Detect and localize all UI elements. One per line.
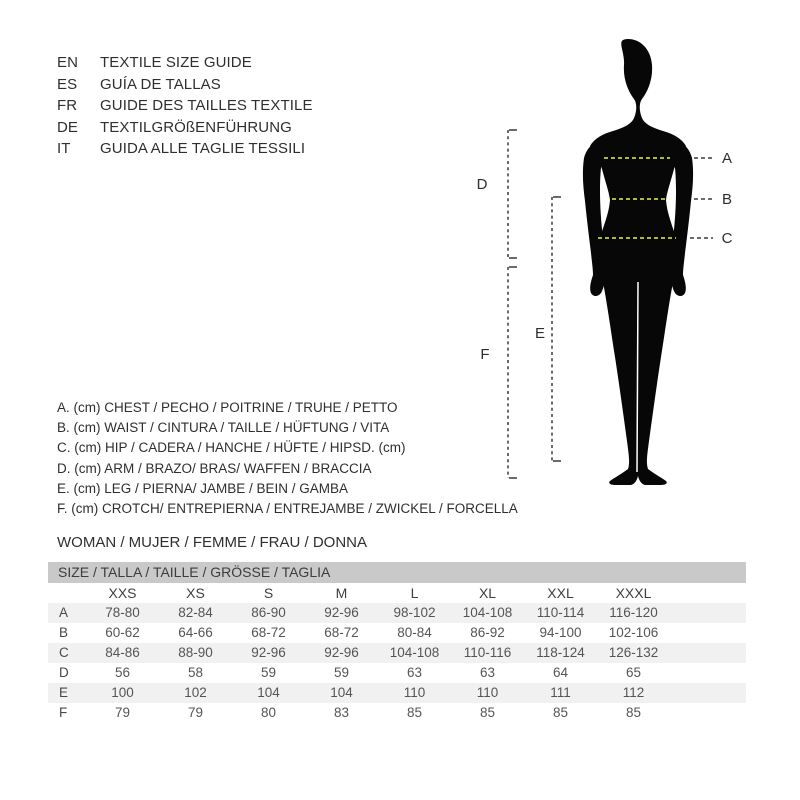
size-cell: 58 [187, 665, 204, 680]
row-label: D [59, 665, 69, 680]
size-cell: 118-124 [536, 645, 585, 660]
size-cell: 56 [114, 665, 131, 680]
row-label: C [59, 645, 69, 660]
size-column-header: M [335, 585, 348, 601]
size-cell: 79 [187, 705, 204, 720]
section-title-woman: WOMAN / MUJER / FEMME / FRAU / DONNA [57, 534, 367, 551]
legend-line-b: B. (cm) WAIST / CINTURA / TAILLE / HÜFTUNG / VITA [57, 420, 390, 436]
language-title: TEXTILE SIZE GUIDE [100, 54, 252, 71]
legend-line-a: A. (cm) CHEST / PECHO / POITRINE / TRUHE / PETTO [57, 400, 398, 415]
marker-label-b: B [721, 191, 733, 208]
table-row-c [48, 643, 746, 663]
language-code: ES [57, 75, 78, 93]
size-cell: 116-120 [609, 605, 658, 620]
size-cell: 111 [550, 685, 571, 700]
language-title-list [57, 52, 313, 160]
table-row-d [48, 663, 746, 683]
table-row-b [48, 623, 746, 643]
size-cell: 126-132 [608, 645, 659, 660]
size-cell: 104-108 [462, 605, 513, 620]
leg-measure-caps [553, 197, 561, 461]
size-cell: 102 [184, 685, 207, 700]
size-cell: 63 [406, 665, 423, 680]
size-cell: 88-90 [178, 645, 213, 660]
size-cell: 98-102 [393, 605, 436, 620]
row-label: B [59, 625, 69, 640]
size-cell: 112 [622, 685, 645, 700]
size-column-header: XS [186, 585, 205, 601]
size-cell: 84-86 [105, 645, 140, 660]
size-cell: 110-116 [463, 645, 512, 660]
size-cell: 79 [114, 705, 131, 720]
size-cell: 85 [479, 705, 496, 720]
size-cell: 110-114 [536, 605, 585, 620]
language-row [57, 74, 313, 96]
size-column-header: XXS [108, 585, 137, 601]
size-cell: 68-72 [324, 625, 359, 640]
size-column-header: L [410, 585, 419, 601]
size-cell: 60-62 [105, 625, 140, 640]
row-label: A [59, 605, 69, 620]
legend-line-e: E. (cm) LEG / PIERNA/ JAMBE / BEIN / GAMBA [57, 480, 349, 496]
size-column-header-row [48, 583, 746, 603]
size-cell: 86-90 [251, 605, 286, 620]
size-column-header: XXXL [615, 585, 652, 601]
marker-label-c: C [721, 230, 733, 247]
language-title: GUIDE DES TAILLES TEXTILE [100, 97, 313, 114]
size-cell: 85 [406, 705, 423, 720]
leg-separator [637, 282, 638, 472]
language-code: DE [57, 118, 79, 136]
size-cell: 80 [260, 705, 277, 720]
size-cell: 86-92 [470, 625, 505, 640]
language-row [57, 52, 313, 74]
size-cell: 92-96 [251, 645, 286, 660]
size-cell: 83 [333, 705, 350, 720]
row-label: F [59, 705, 68, 720]
language-code: FR [57, 97, 78, 114]
size-cell: 80-84 [397, 625, 432, 640]
marker-label-a: A [721, 150, 733, 167]
corner-cell [48, 583, 86, 603]
table-row-e [48, 683, 746, 703]
size-cell: 82-84 [178, 605, 213, 620]
size-cell: 85 [552, 705, 569, 720]
size-cell: 110 [403, 685, 426, 700]
table-row-a [48, 603, 746, 623]
table-row-f [48, 703, 746, 723]
size-cell: 59 [260, 665, 277, 680]
language-title: GUÍA DE TALLAS [100, 75, 221, 93]
size-cell: 100 [111, 685, 134, 700]
size-cell: 64 [552, 665, 569, 680]
size-cell: 63 [479, 665, 496, 680]
size-cell: 92-96 [324, 645, 359, 660]
arm-measure-caps [509, 130, 517, 258]
legend-line-f: F. (cm) CROTCH/ ENTREPIERNA / ENTREJAMBE / ZWICKEL / FORCELLA [57, 500, 518, 516]
size-cell: 78-80 [105, 605, 140, 620]
size-cell: 65 [625, 665, 642, 680]
measurement-legend [57, 398, 518, 519]
legend-line-c: C. (cm) HIP / CADERA / HANCHE / HÜFTE / HIPSD. (cm) [57, 440, 406, 456]
size-cell: 110 [476, 685, 499, 700]
size-column-header: XXL [547, 585, 574, 601]
size-cell: 102-106 [608, 625, 659, 640]
marker-label-e: E [534, 325, 546, 342]
size-cell: 104 [257, 685, 280, 700]
language-code: IT [57, 140, 71, 157]
size-table [48, 562, 746, 723]
size-cell: 94-100 [539, 625, 582, 640]
size-cell: 104 [330, 685, 353, 700]
legend-line-d: D. (cm) ARM / BRAZO/ BRAS/ WAFFEN / BRACCIA [57, 460, 372, 476]
size-cell: 85 [625, 705, 642, 720]
language-row [57, 117, 313, 139]
language-code: EN [57, 54, 79, 71]
language-title: TEXTILGRÖßENFÜHRUNG [100, 118, 292, 136]
size-cell: 68-72 [251, 625, 286, 640]
size-cell: 64-66 [178, 625, 213, 640]
marker-label-d: D [476, 176, 488, 193]
size-column-header: S [263, 585, 274, 601]
language-row [57, 95, 313, 117]
size-cell: 59 [333, 665, 350, 680]
size-column-header: XL [478, 585, 497, 601]
size-table-header-band: SIZE / TALLA / TAILLE / GRÖSSE / TAGLIA [48, 562, 746, 583]
language-title: GUIDA ALLE TAGLIE TESSILI [100, 140, 306, 157]
language-row [57, 138, 313, 160]
size-cell: 104-108 [389, 645, 440, 660]
marker-label-f: F [480, 346, 490, 363]
row-label: E [59, 685, 69, 700]
size-cell: 92-96 [324, 605, 359, 620]
